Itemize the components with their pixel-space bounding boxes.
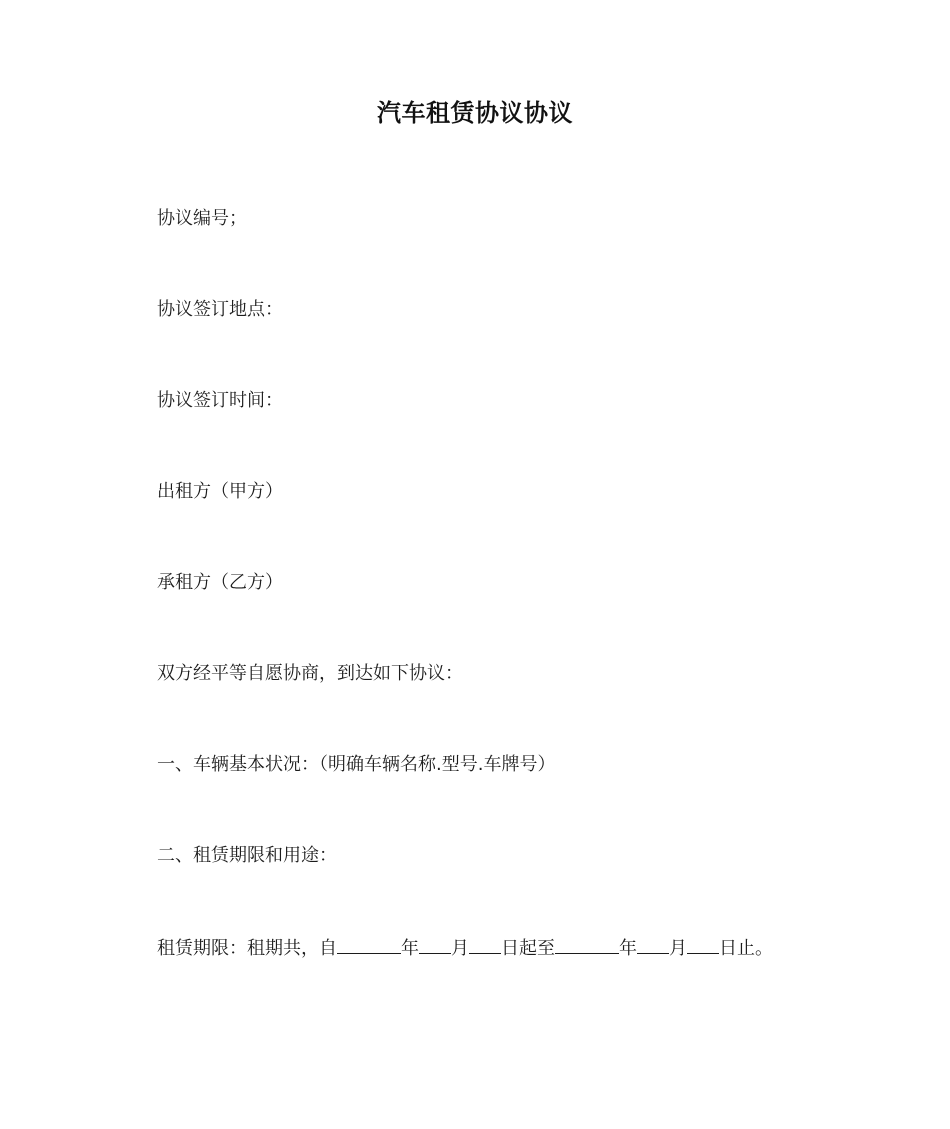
end-month-label: 月 <box>669 938 687 959</box>
start-month-label: 月 <box>451 938 469 959</box>
end-day-label: 日止。 <box>719 938 773 959</box>
start-year-label: 年 <box>401 938 419 959</box>
lessee-field: 承租方（乙方） <box>157 572 283 593</box>
start-year-blank <box>337 935 401 954</box>
end-day-blank <box>687 935 719 954</box>
lease-term-line <box>157 935 773 961</box>
agreement-number-field: 协议编号； <box>157 208 247 229</box>
end-month-blank <box>637 935 669 954</box>
section-vehicle-basics: 一、车辆基本状况：（明确车辆名称.型号.车牌号） <box>157 754 556 775</box>
sign-place-field: 协议签订地点： <box>157 299 283 320</box>
end-year-blank <box>555 935 619 954</box>
start-day-blank <box>469 935 501 954</box>
agreement-intro: 双方经平等自愿协商，到达如下协议： <box>157 663 463 684</box>
start-day-label: 日起至 <box>501 938 555 959</box>
end-year-label: 年 <box>619 938 637 959</box>
document-title: 汽车租赁协议协议 <box>377 99 573 127</box>
lessor-field: 出租方（甲方） <box>157 481 283 502</box>
section-lease-term-purpose: 二、租赁期限和用途： <box>157 845 337 866</box>
start-month-blank <box>419 935 451 954</box>
lease-term-prefix: 租赁期限：租期共，自 <box>157 938 337 959</box>
sign-time-field: 协议签订时间： <box>157 390 283 411</box>
